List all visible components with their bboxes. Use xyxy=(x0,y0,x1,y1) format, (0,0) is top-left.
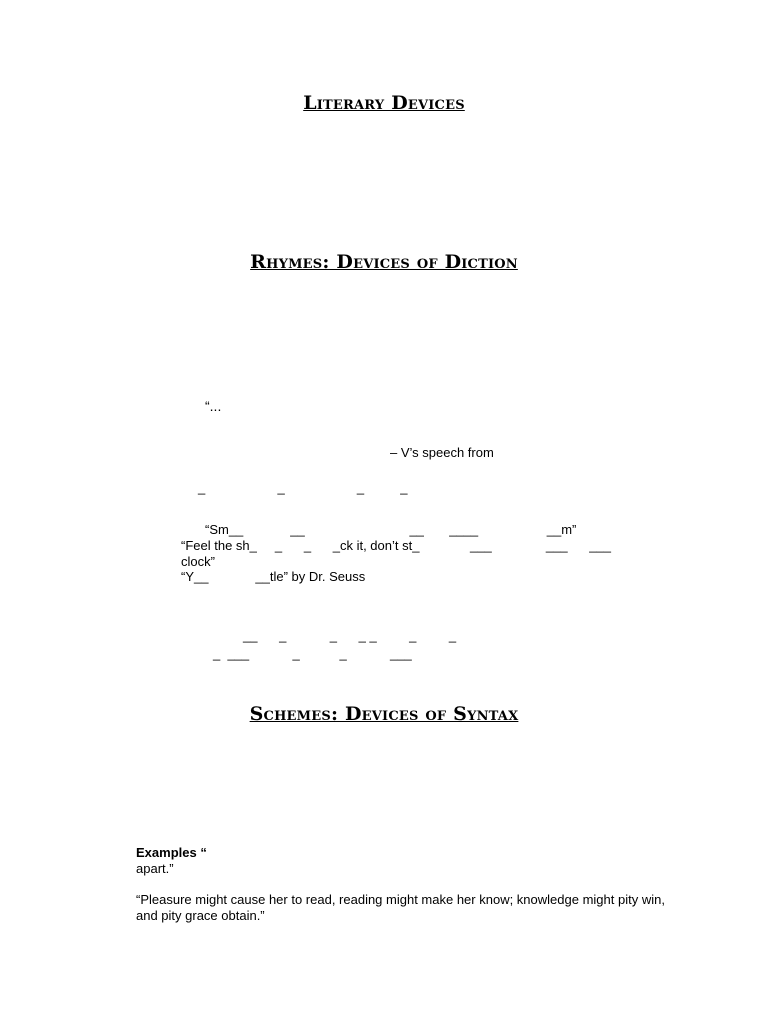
section-heading-rhymes: Rhymes: Devices of Diction xyxy=(250,251,518,273)
quote-text: “Pleasure might cause her to read, reading might make her know; knowledge might pity win, xyxy=(136,892,665,907)
example-line: “Feel the sh_ _ _ _ck it, don’t st_ ___ ___ ___ xyxy=(181,538,611,553)
example-line-continued: clock” xyxy=(181,554,215,569)
blank-line: _ _ _ _ xyxy=(198,480,408,495)
quote-text: and pity grace obtain.” xyxy=(136,908,265,923)
page-title: Literary Devices xyxy=(303,92,465,114)
blank-line: __ _ _ _ _ _ _ xyxy=(243,628,457,643)
speech-attribution: – V’s speech from xyxy=(390,445,494,460)
blank-line: _ ___ _ _ ___ xyxy=(213,646,412,661)
example-line: “Y__ __tle” by Dr. Seuss xyxy=(181,569,366,584)
quote-opening: “... xyxy=(205,398,222,414)
examples-label: Examples “ xyxy=(136,845,207,860)
example-text: apart.” xyxy=(136,861,174,876)
section-heading-schemes: Schemes: Devices of Syntax xyxy=(249,703,519,725)
example-line: “Sm__ __ __ ____ __m” xyxy=(205,522,577,537)
